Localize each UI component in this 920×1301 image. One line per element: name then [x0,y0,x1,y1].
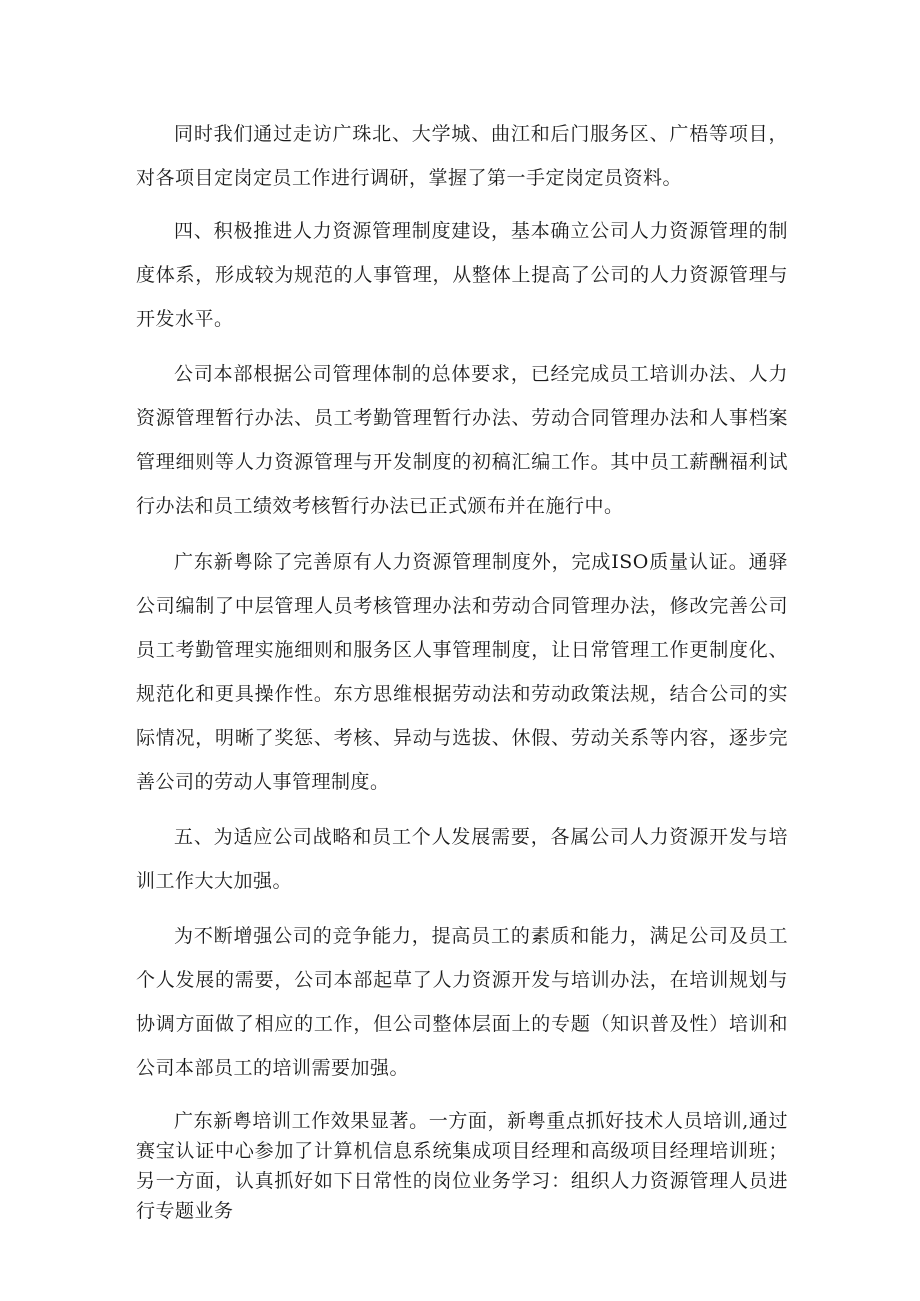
paragraph-subsidiary-policies: 广东新粤除了完善原有人力资源管理制度外，完成ISO质量认证。通驿公司编制了中层管理人员考核管理办法和劳动合同管理办法，修改完善公司员工考勤管理实施细则和服务区人事管理制度，让日常管理工作更制度化、规范化和更具操作性。东方思维根据劳动法和劳动政策法规，结合公司的实际情况，明晰了奖惩、考核、异动与选拔、休假、劳动关系等内容，逐步完善公司的劳动人事管理制度。 [136,551,788,793]
document-body [136,112,788,1226]
paragraph-xinyue-training: 广东新粤培训工作效果显著。一方面，新粤重点抓好技术人员培训,通过赛宝认证中心参加了计算机信息系统集成项目经理和高级项目经理培训班；另一方面，认真抓好如下日常性的岗位业务学习：组织人力资源管理人员进行专题业务 [136,1110,788,1222]
paragraph-training-overview: 为不断增强公司的竞争能力，提高员工的素质和能力，满足公司及员工个人发展的需要，公司本部起草了人力资源开发与培训办法，在培训规划与协调方面做了相应的工作，但公司整体层面上的专题（知识普及性）培训和公司本部员工的培训需要加强。 [136,925,788,1079]
paragraph-section-four-heading: 四、积极推进人力资源管理制度建设，基本确立公司人力资源管理的制度体系，形成较为规范的人事管理，从整体上提高了公司的人力资源管理与开发水平。 [136,220,788,330]
paragraph-site-visits: 同时我们通过走访广珠北、大学城、曲江和后门服务区、广梧等项目，对各项目定岗定员工作进行调研，掌握了第一手定岗定员资料。 [136,123,788,189]
paragraph-headquarters-policies: 公司本部根据公司管理体制的总体要求，已经完成员工培训办法、人力资源管理暂行办法、员工考勤管理暂行办法、劳动合同管理办法和人事档案管理细则等人力资源管理与开发制度的初稿汇编工作。其中员工薪酬福利试行办法和员工绩效考核暂行办法已正式颁布并在施行中。 [136,363,788,517]
paragraph-section-five-heading: 五、为适应公司战略和员工个人发展需要，各属公司人力资源开发与培训工作大大加强。 [136,826,788,892]
